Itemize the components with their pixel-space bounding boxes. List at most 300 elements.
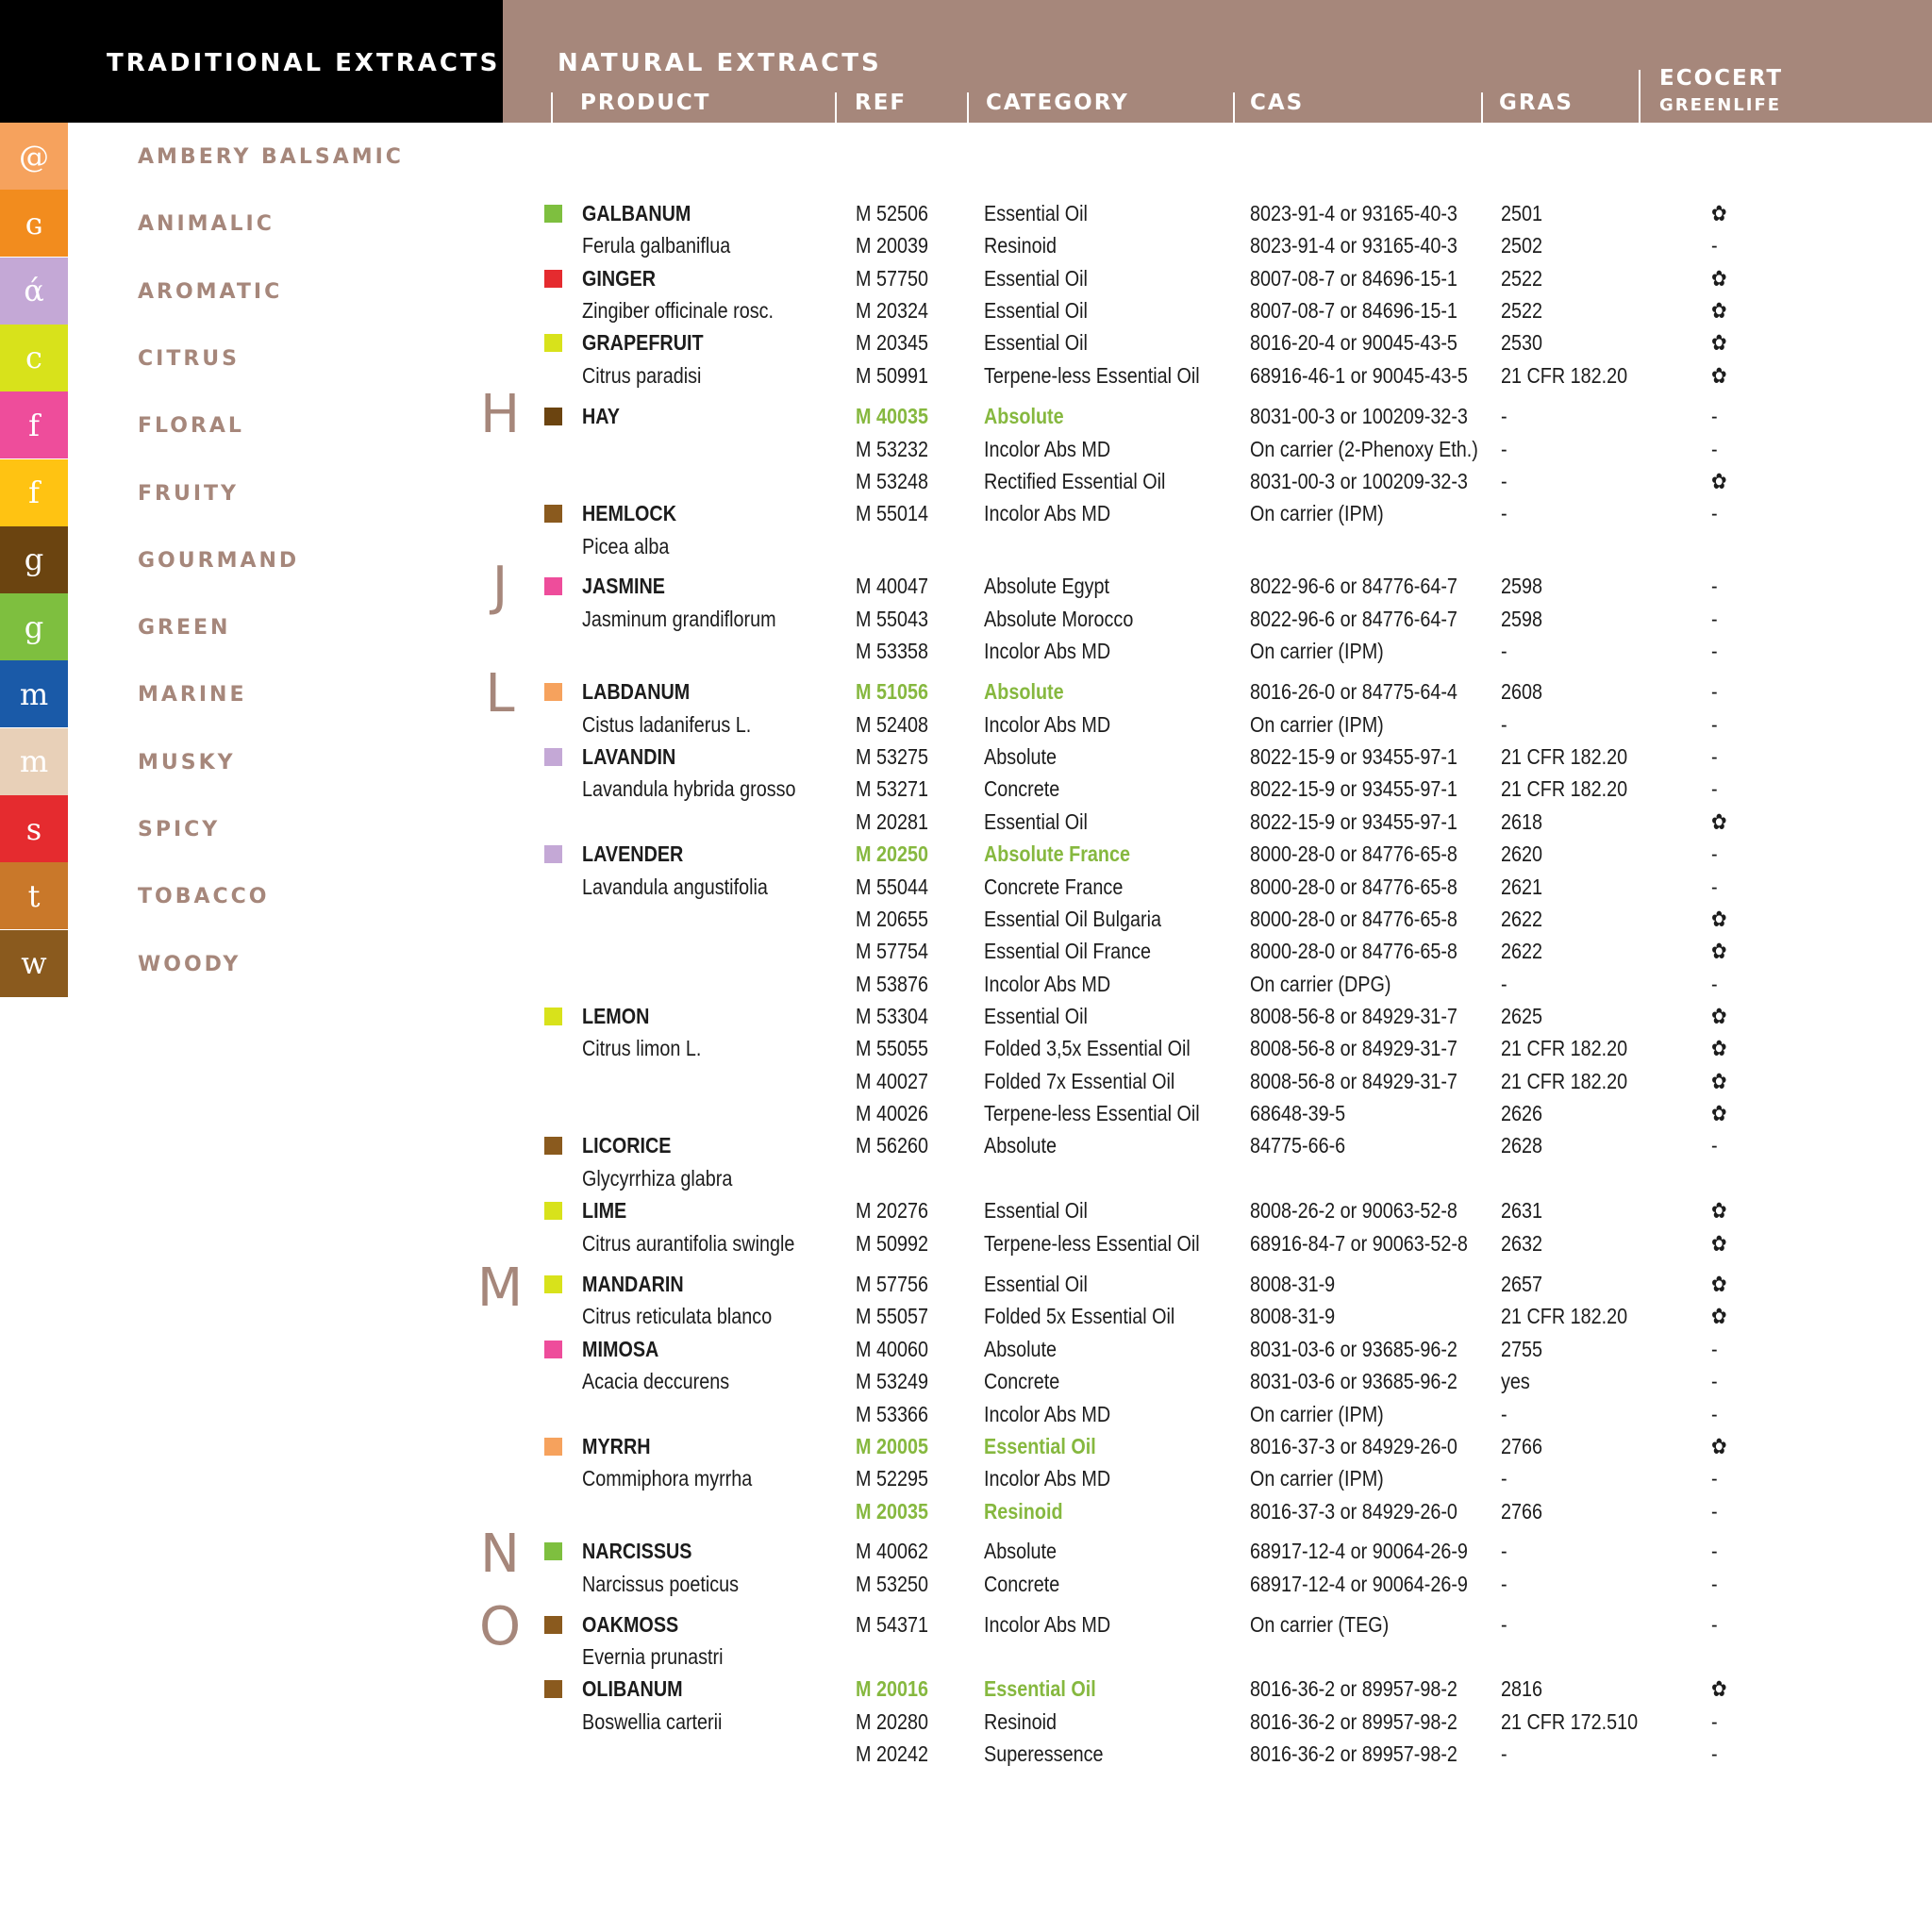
ref-cell: M 52506 <box>856 201 928 225</box>
gras-cell: 2625 <box>1501 1004 1543 1028</box>
ref-cell: M 53358 <box>856 639 928 663</box>
table-row <box>0 838 1932 870</box>
gras-cell: 21 CFR 182.20 <box>1501 1069 1628 1093</box>
family-color-square <box>544 205 562 223</box>
category-cell: Rectified Essential Oil <box>984 469 1166 493</box>
product-name: GINGER <box>582 266 657 291</box>
table-row <box>0 570 1932 602</box>
ecocert-cell: ✿ <box>1711 201 1727 225</box>
ecocert-cell: - <box>1711 1369 1718 1393</box>
gras-cell: 2621 <box>1501 874 1543 899</box>
ref-cell: M 53876 <box>856 972 928 996</box>
gras-cell: 2530 <box>1501 330 1543 355</box>
table-row <box>0 1097 1932 1129</box>
ecocert-cell: - <box>1711 1133 1718 1158</box>
category-cell: Absolute <box>984 404 1064 428</box>
cas-cell: 8031-00-3 or 100209-32-3 <box>1250 469 1468 493</box>
category-cell: Concrete <box>984 776 1060 801</box>
category-cell: Incolor Abs MD <box>984 712 1111 737</box>
cas-cell: 8007-08-7 or 84696-15-1 <box>1250 266 1457 291</box>
ecocert-cell: ✿ <box>1711 1036 1727 1060</box>
category-cell: Folded 5x Essential Oil <box>984 1304 1175 1328</box>
cas-cell: 8022-96-6 or 84776-64-7 <box>1250 574 1457 598</box>
family-color-square <box>544 1616 562 1634</box>
ecocert-cell: - <box>1711 607 1718 631</box>
category-cell: Essential Oil <box>984 266 1088 291</box>
ecocert-cell: - <box>1711 972 1718 996</box>
family-color-square <box>544 1438 562 1456</box>
section-letter: O <box>478 1596 522 1657</box>
ref-cell: M 20039 <box>856 233 928 258</box>
table-row <box>0 1194 1932 1226</box>
cas-cell: On carrier (TEG) <box>1250 1612 1390 1637</box>
cas-cell: 8023-91-4 or 93165-40-3 <box>1250 233 1457 258</box>
marine-icon: m <box>0 660 68 727</box>
product-name: LIME <box>582 1198 627 1223</box>
gras-cell: - <box>1501 1539 1507 1563</box>
ref-cell: M 20016 <box>856 1676 928 1701</box>
botanical-name: Acacia deccurens <box>582 1369 730 1393</box>
column-header-cas: CAS <box>1250 91 1305 115</box>
natural-extracts-title: NATURAL EXTRACTS <box>558 49 882 77</box>
table-row <box>0 1268 1932 1300</box>
family-label: MARINE <box>138 683 247 708</box>
botanical-name: Citrus limon L. <box>582 1036 702 1060</box>
product-name: LAVENDER <box>582 841 684 866</box>
ecocert-cell: - <box>1711 1402 1718 1426</box>
family-label: ANIMALIC <box>138 212 275 237</box>
table-row <box>0 229 1932 261</box>
category-cell: Essential Oil <box>984 298 1088 323</box>
gras-cell: - <box>1501 639 1507 663</box>
ref-cell: M 57756 <box>856 1272 928 1296</box>
table-row <box>0 1608 1932 1641</box>
category-cell: Essential Oil <box>984 1198 1088 1223</box>
family-color-square <box>544 1275 562 1293</box>
cas-cell: 8008-56-8 or 84929-31-7 <box>1250 1004 1457 1028</box>
table-row <box>0 935 1932 967</box>
ref-cell: M 53366 <box>856 1402 928 1426</box>
category-cell: Essential Oil <box>984 1004 1088 1028</box>
column-divider <box>1639 70 1641 123</box>
family-label: GREEN <box>138 616 231 641</box>
ecocert-cell: - <box>1711 1612 1718 1637</box>
ref-cell: M 53271 <box>856 776 928 801</box>
ecocert-cell: ✿ <box>1711 1101 1727 1125</box>
category-cell: Absolute <box>984 744 1057 769</box>
table-row <box>0 603 1932 635</box>
family-label: MUSKY <box>138 750 236 774</box>
ecocert-cell: - <box>1711 874 1718 899</box>
cas-cell: 8031-03-6 or 93685-96-2 <box>1250 1337 1457 1361</box>
ecocert-cell: ✿ <box>1711 469 1727 493</box>
category-cell: Resinoid <box>984 233 1057 258</box>
family-label: TOBACCO <box>138 885 270 909</box>
table-row <box>0 326 1932 358</box>
gras-cell: 21 CFR 182.20 <box>1501 1036 1628 1060</box>
family-color-square <box>544 505 562 523</box>
ref-cell: M 20655 <box>856 907 928 931</box>
table-row <box>0 871 1932 903</box>
category-cell: Absolute <box>984 679 1064 704</box>
ref-cell: M 40060 <box>856 1337 928 1361</box>
family-color-square <box>544 270 562 288</box>
botanical-name: Citrus reticulata blanco <box>582 1304 773 1328</box>
gras-cell: 2522 <box>1501 298 1543 323</box>
product-name: NARCISSUS <box>582 1539 692 1563</box>
table-row <box>0 635 1932 667</box>
family-color-square <box>544 577 562 595</box>
family-label: GOURMAND <box>138 548 300 573</box>
botanical-name: Commiphora myrrha <box>582 1466 753 1491</box>
ref-cell: M 55057 <box>856 1304 928 1328</box>
column-header-greenlife: GREENLIFE <box>1659 95 1782 115</box>
fruity-icon: f <box>0 459 68 526</box>
gras-cell: 2766 <box>1501 1434 1543 1458</box>
ref-cell: M 20345 <box>856 330 928 355</box>
ecocert-cell: - <box>1711 404 1718 428</box>
category-cell: Incolor Abs MD <box>984 972 1111 996</box>
column-header-product: PRODUCT <box>580 91 711 115</box>
ecocert-cell: ✿ <box>1711 363 1727 388</box>
botanical-name: Citrus paradisi <box>582 363 702 388</box>
tobacco-icon: t <box>0 862 68 929</box>
botanical-name: Cistus ladaniferus L. <box>582 712 752 737</box>
ecocert-cell: - <box>1711 1572 1718 1596</box>
traditional-extracts-header <box>0 0 503 123</box>
ecocert-cell: - <box>1711 1466 1718 1491</box>
table-row <box>0 1535 1932 1567</box>
spicy-icon: s <box>0 795 68 862</box>
gras-cell: 2631 <box>1501 1198 1543 1223</box>
category-cell: Concrete <box>984 1369 1060 1393</box>
ref-cell: M 53304 <box>856 1004 928 1028</box>
family-label: WOODY <box>138 952 242 976</box>
category-cell: Essential Oil <box>984 1434 1096 1458</box>
ecocert-cell: ✿ <box>1711 1231 1727 1256</box>
botanical-name: Citrus aurantifolia swingle <box>582 1231 795 1256</box>
column-header-ecocert: ECOCERT <box>1659 66 1784 91</box>
cas-cell: 8016-37-3 or 84929-26-0 <box>1250 1499 1457 1524</box>
gras-cell: - <box>1501 1741 1507 1766</box>
ecocert-cell: - <box>1711 1337 1718 1361</box>
gras-cell: 21 CFR 182.20 <box>1501 744 1628 769</box>
table-row <box>0 530 1932 562</box>
botanical-name: Glycyrrhiza glabra <box>582 1166 733 1191</box>
ref-cell: M 53248 <box>856 469 928 493</box>
cas-cell: 8000-28-0 or 84776-65-8 <box>1250 907 1457 931</box>
section-letter: J <box>491 556 508 617</box>
cas-cell: 8008-26-2 or 90063-52-8 <box>1250 1198 1457 1223</box>
animalic-icon: ɢ <box>0 190 68 257</box>
family-color-square <box>544 1008 562 1025</box>
category-cell: Absolute <box>984 1337 1057 1361</box>
category-cell: Folded 3,5x Essential Oil <box>984 1036 1191 1060</box>
gras-cell: 2622 <box>1501 939 1543 963</box>
table-row <box>0 1738 1932 1770</box>
category-cell: Incolor Abs MD <box>984 1612 1111 1637</box>
gras-cell: yes <box>1501 1369 1530 1393</box>
ecocert-cell: ✿ <box>1711 1434 1727 1458</box>
category-cell: Folded 7x Essential Oil <box>984 1069 1175 1093</box>
category-cell: Essential Oil <box>984 809 1088 834</box>
product-name: MANDARIN <box>582 1272 684 1296</box>
gras-cell: 2598 <box>1501 607 1543 631</box>
category-cell: Incolor Abs MD <box>984 501 1111 525</box>
family-color-square <box>544 334 562 352</box>
ref-cell: M 55044 <box>856 874 928 899</box>
cas-cell: 8008-31-9 <box>1250 1304 1336 1328</box>
gras-cell: 2620 <box>1501 841 1543 866</box>
family-label: CITRUS <box>138 346 240 371</box>
category-cell: Absolute France <box>984 841 1130 866</box>
ecocert-cell: ✿ <box>1711 907 1727 931</box>
section-letter: L <box>485 663 515 724</box>
ecocert-cell: - <box>1711 1709 1718 1734</box>
family-label: SPICY <box>138 818 221 841</box>
category-cell: Resinoid <box>984 1499 1063 1524</box>
ecocert-cell: ✿ <box>1711 1004 1727 1028</box>
cas-cell: 8016-26-0 or 84775-64-4 <box>1250 679 1457 704</box>
table-row <box>0 400 1932 432</box>
botanical-name: Narcissus poeticus <box>582 1572 740 1596</box>
gras-cell: - <box>1501 1466 1507 1491</box>
ref-cell: M 53250 <box>856 1572 928 1596</box>
botanical-name: Zingiber officinale rosc. <box>582 298 774 323</box>
category-cell: Incolor Abs MD <box>984 1402 1111 1426</box>
cas-cell: 68648-39-5 <box>1250 1101 1346 1125</box>
family-color-square <box>544 683 562 701</box>
family-label: FRUITY <box>138 481 239 506</box>
cas-cell: 68917-12-4 or 90064-26-9 <box>1250 1572 1468 1596</box>
gras-cell: - <box>1501 1572 1507 1596</box>
gras-cell: 2622 <box>1501 907 1543 931</box>
ecocert-cell: - <box>1711 776 1718 801</box>
table-row <box>0 1398 1932 1430</box>
table-row <box>0 1129 1932 1161</box>
product-name: LABDANUM <box>582 679 691 704</box>
table-row <box>0 1706 1932 1738</box>
table-row <box>0 359 1932 391</box>
musky-icon: m <box>0 728 68 795</box>
family-color-square <box>544 408 562 425</box>
cas-cell: 68917-12-4 or 90064-26-9 <box>1250 1539 1468 1563</box>
cas-cell: 8016-20-4 or 90045-43-5 <box>1250 330 1457 355</box>
gras-cell: 21 CFR 182.20 <box>1501 776 1628 801</box>
ref-cell: M 53275 <box>856 744 928 769</box>
category-cell: Incolor Abs MD <box>984 1466 1111 1491</box>
gras-cell: - <box>1501 972 1507 996</box>
natural-extracts-header <box>503 0 1932 123</box>
family-color-square <box>544 1680 562 1698</box>
table-row <box>0 1032 1932 1064</box>
cas-cell: 8016-36-2 or 89957-98-2 <box>1250 1709 1457 1734</box>
cas-cell: 8000-28-0 or 84776-65-8 <box>1250 874 1457 899</box>
gras-cell: 2755 <box>1501 1337 1543 1361</box>
category-cell: Essential Oil France <box>984 939 1151 963</box>
column-divider <box>967 92 969 123</box>
table-row <box>0 675 1932 708</box>
table-row <box>0 708 1932 741</box>
table-row <box>0 465 1932 497</box>
category-cell: Superessence <box>984 1741 1104 1766</box>
botanical-name: Jasminum grandiflorum <box>582 607 776 631</box>
ecocert-cell: - <box>1711 1499 1718 1524</box>
family-color-square <box>544 1542 562 1560</box>
ref-cell: M 55055 <box>856 1036 928 1060</box>
ecocert-cell: - <box>1711 501 1718 525</box>
ref-cell: M 20280 <box>856 1709 928 1734</box>
family-color-square <box>544 748 562 766</box>
ecocert-cell: ✿ <box>1711 1272 1727 1296</box>
column-divider <box>1481 92 1483 123</box>
gras-cell: 21 CFR 172.510 <box>1501 1709 1639 1734</box>
category-cell: Absolute Egypt <box>984 574 1110 598</box>
product-name: JASMINE <box>582 574 665 598</box>
category-cell: Terpene-less Essential Oil <box>984 1101 1200 1125</box>
cas-cell: On carrier (IPM) <box>1250 1402 1384 1426</box>
cas-cell: 8016-37-3 or 84929-26-0 <box>1250 1434 1457 1458</box>
product-name: OAKMOSS <box>582 1612 679 1637</box>
ecocert-cell: ✿ <box>1711 1069 1727 1093</box>
ref-cell: M 50992 <box>856 1231 928 1256</box>
column-divider <box>835 92 837 123</box>
table-row <box>0 262 1932 294</box>
gras-cell: 2598 <box>1501 574 1543 598</box>
ref-cell: M 40027 <box>856 1069 928 1093</box>
cas-cell: 8022-15-9 or 93455-97-1 <box>1250 809 1457 834</box>
table-row <box>0 1300 1932 1332</box>
ecocert-cell: ✿ <box>1711 809 1727 834</box>
gras-cell: - <box>1501 1612 1507 1637</box>
aromatic-icon: ά <box>0 258 68 325</box>
ecocert-cell: - <box>1711 1539 1718 1563</box>
table-row <box>0 1000 1932 1032</box>
botanical-name: Boswellia carterii <box>582 1709 723 1734</box>
gras-cell: - <box>1501 437 1507 461</box>
ecocert-cell: - <box>1711 639 1718 663</box>
traditional-extracts-title: TRADITIONAL EXTRACTS <box>107 49 501 77</box>
table-row <box>0 1065 1932 1097</box>
ref-cell: M 40026 <box>856 1101 928 1125</box>
section-letter: M <box>476 1257 524 1319</box>
product-name: MIMOSA <box>582 1337 659 1361</box>
cas-cell: 68916-84-7 or 90063-52-8 <box>1250 1231 1468 1256</box>
cas-cell: 8007-08-7 or 84696-15-1 <box>1250 298 1457 323</box>
ref-cell: M 55014 <box>856 501 928 525</box>
table-row <box>0 1365 1932 1397</box>
table-row <box>0 1641 1932 1673</box>
ecocert-cell: - <box>1711 1741 1718 1766</box>
cas-cell: On carrier (DPG) <box>1250 972 1391 996</box>
product-name: HAY <box>582 404 620 428</box>
cas-cell: 8031-00-3 or 100209-32-3 <box>1250 404 1468 428</box>
table-row <box>0 1495 1932 1527</box>
ref-cell: M 54371 <box>856 1612 928 1637</box>
ref-cell: M 40047 <box>856 574 928 598</box>
botanical-name: Lavandula hybrida grosso <box>582 776 796 801</box>
column-divider <box>551 92 553 123</box>
gras-cell: 2608 <box>1501 679 1543 704</box>
table-row <box>0 806 1932 838</box>
family-color-square <box>544 1341 562 1358</box>
cas-cell: 8000-28-0 or 84776-65-8 <box>1250 841 1457 866</box>
ecocert-cell: ✿ <box>1711 330 1727 355</box>
botanical-name: Evernia prunastri <box>582 1644 724 1669</box>
ref-cell: M 40035 <box>856 404 928 428</box>
cas-cell: 8022-15-9 or 93455-97-1 <box>1250 744 1457 769</box>
gras-cell: 2501 <box>1501 201 1543 225</box>
gras-cell: 2628 <box>1501 1133 1543 1158</box>
cas-cell: 84775-66-6 <box>1250 1133 1346 1158</box>
botanical-name: Picea alba <box>582 534 670 558</box>
cas-cell: 8022-96-6 or 84776-64-7 <box>1250 607 1457 631</box>
table-row <box>0 1568 1932 1600</box>
ref-cell: M 20005 <box>856 1434 928 1458</box>
ecocert-cell: - <box>1711 841 1718 866</box>
gras-cell: 21 CFR 182.20 <box>1501 1304 1628 1328</box>
table-row <box>0 903 1932 935</box>
cas-cell: On carrier (2-Phenoxy Eth.) <box>1250 437 1478 461</box>
cas-cell: On carrier (IPM) <box>1250 639 1384 663</box>
category-cell: Incolor Abs MD <box>984 437 1111 461</box>
cas-cell: 8023-91-4 or 93165-40-3 <box>1250 201 1457 225</box>
ecocert-cell: ✿ <box>1711 939 1727 963</box>
ecocert-cell: ✿ <box>1711 298 1727 323</box>
ref-cell: M 50991 <box>856 363 928 388</box>
gras-cell: - <box>1501 469 1507 493</box>
ecocert-cell: - <box>1711 712 1718 737</box>
floral-icon: f <box>0 391 68 458</box>
ref-cell: M 40062 <box>856 1539 928 1563</box>
table-row <box>0 1227 1932 1259</box>
category-cell: Incolor Abs MD <box>984 639 1111 663</box>
cas-cell: 8016-36-2 or 89957-98-2 <box>1250 1741 1457 1766</box>
section-letter: H <box>479 384 521 445</box>
category-cell: Essential Oil <box>984 330 1088 355</box>
ecocert-cell: - <box>1711 679 1718 704</box>
ref-cell: M 52408 <box>856 712 928 737</box>
ref-cell: M 57750 <box>856 266 928 291</box>
gras-cell: - <box>1501 404 1507 428</box>
ref-cell: M 55043 <box>856 607 928 631</box>
family-color-square <box>544 1202 562 1220</box>
cas-cell: 68916-46-1 or 90045-43-5 <box>1250 363 1468 388</box>
ecocert-cell: ✿ <box>1711 266 1727 291</box>
ref-cell: M 20281 <box>856 809 928 834</box>
gras-cell: 2632 <box>1501 1231 1543 1256</box>
category-cell: Essential Oil <box>984 201 1088 225</box>
cas-cell: 8031-03-6 or 93685-96-2 <box>1250 1369 1457 1393</box>
citrus-icon: c <box>0 325 68 391</box>
table-row <box>0 773 1932 805</box>
ref-cell: M 53249 <box>856 1369 928 1393</box>
family-color-square <box>544 845 562 863</box>
gras-cell: 2522 <box>1501 266 1543 291</box>
cas-cell: 8008-56-8 or 84929-31-7 <box>1250 1069 1457 1093</box>
product-name: GRAPEFRUIT <box>582 330 704 355</box>
table-row <box>0 294 1932 326</box>
ecocert-cell: - <box>1711 744 1718 769</box>
ref-cell: M 20276 <box>856 1198 928 1223</box>
table-row <box>0 741 1932 773</box>
woody-icon: w <box>0 930 68 997</box>
gras-cell: - <box>1501 712 1507 737</box>
family-label: FLORAL <box>138 414 244 439</box>
cas-cell: 8008-31-9 <box>1250 1272 1336 1296</box>
gras-cell: - <box>1501 501 1507 525</box>
gras-cell: 2816 <box>1501 1676 1543 1701</box>
